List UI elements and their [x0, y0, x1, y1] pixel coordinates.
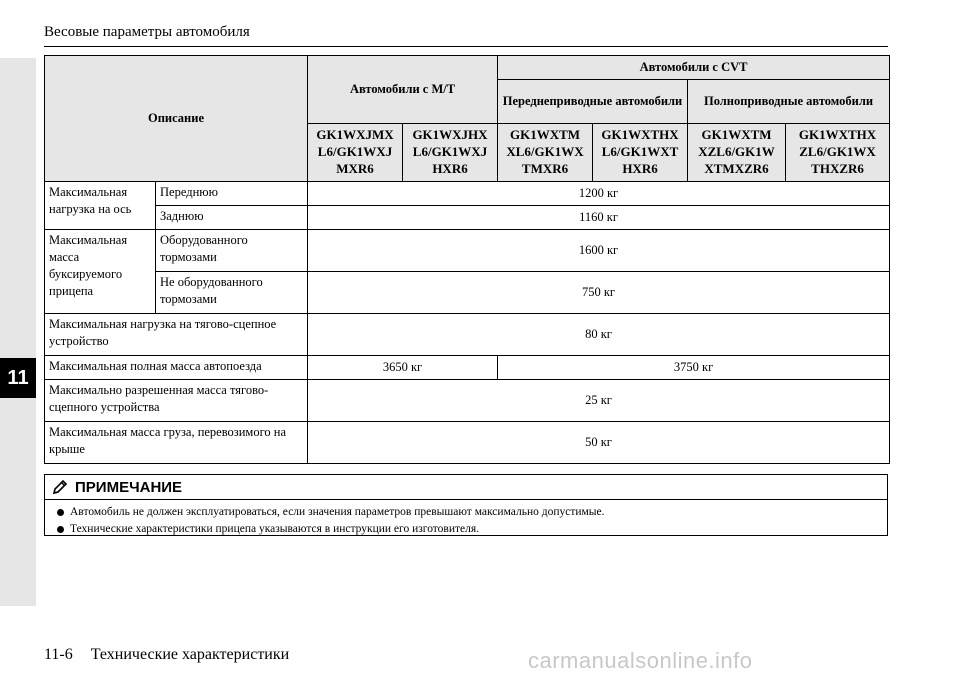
front-axle-label: Переднюю	[156, 182, 308, 206]
page-footer	[44, 646, 289, 664]
page-header-title: Весовые параметры автомобиля	[44, 24, 250, 40]
pencil-note-icon	[51, 478, 69, 496]
model-code-4: GK1WXTHX L6/GK1WXT HXR6	[593, 124, 688, 182]
rear-axle-value: 1160 кг	[308, 206, 890, 230]
train-mass-mt-value: 3650 кг	[308, 356, 498, 380]
page-number: 11-6	[44, 646, 73, 663]
model-code-1: GK1WXJMX L6/GK1WXJ MXR6	[308, 124, 403, 182]
axle-load-label: Максимальная нагрузка на ось	[45, 182, 156, 230]
front-axle-value: 1200 кг	[308, 182, 890, 206]
rear-axle-label: Заднюю	[156, 206, 308, 230]
note-item-text: Технические характеристики прицепа указываются в инструкции его изготовителя.	[70, 523, 480, 535]
note-item	[57, 504, 887, 521]
header-divider	[44, 46, 888, 47]
unbraked-trailer-value: 750 кг	[308, 272, 890, 314]
model-code-3: GK1WXTM XL6/GK1WX TMXR6	[498, 124, 593, 182]
chapter-tab: 11	[0, 358, 36, 398]
train-mass-cvt-value: 3750 кг	[498, 356, 890, 380]
train-mass-label: Максимальная полная масса автопоезда	[45, 356, 308, 380]
weight-specs-table	[44, 55, 890, 464]
hitch-mass-label: Максимально разрешенная масса тягово-сцепного устройства	[45, 380, 308, 422]
model-code-2: GK1WXJHX L6/GK1WXJ HXR6	[403, 124, 498, 182]
col-mt-header: Автомобили с M/T	[308, 56, 498, 124]
col-description-header: Описание	[45, 56, 308, 182]
col-fwd-header: Переднеприводные автомобили	[498, 80, 688, 124]
note-list	[45, 500, 887, 538]
col-cvt-header: Автомобили с CVT	[498, 56, 890, 80]
roof-load-value: 50 кг	[308, 422, 890, 464]
braked-trailer-value: 1600 кг	[308, 230, 890, 272]
section-name: Технические характеристики	[90, 646, 290, 663]
note-item	[57, 521, 887, 538]
note-title: ПРИМЕЧАНИЕ	[75, 478, 183, 496]
watermark: carmanualsonline.info	[528, 648, 753, 673]
model-code-5: GK1WXTM XZL6/GK1W XTMXZR6	[688, 124, 786, 182]
note-box	[44, 474, 888, 536]
col-awd-header: Полноприводные автомобили	[688, 80, 890, 124]
hitch-mass-value: 25 кг	[308, 380, 890, 422]
note-item-text: Автомобиль не должен эксплуатироваться, если значения параметров превышают максимально допустимые.	[70, 506, 605, 518]
roof-load-label: Максимальная масса груза, перевозимого на крыше	[45, 422, 308, 464]
hitch-load-label: Максимальная нагрузка на тягово-сцепное устройство	[45, 314, 308, 356]
braked-trailer-label: Оборудованного тормозами	[156, 230, 308, 272]
unbraked-trailer-label: Не оборудованного тормозами	[156, 272, 308, 314]
model-code-6: GK1WXTHX ZL6/GK1WX THXZR6	[786, 124, 890, 182]
towed-mass-label: Максимальная масса буксируемого прицепа	[45, 230, 156, 314]
side-strip	[0, 58, 36, 606]
bullet-icon	[57, 509, 64, 516]
bullet-icon	[57, 526, 64, 533]
note-header	[45, 475, 887, 500]
hitch-load-value: 80 кг	[308, 314, 890, 356]
